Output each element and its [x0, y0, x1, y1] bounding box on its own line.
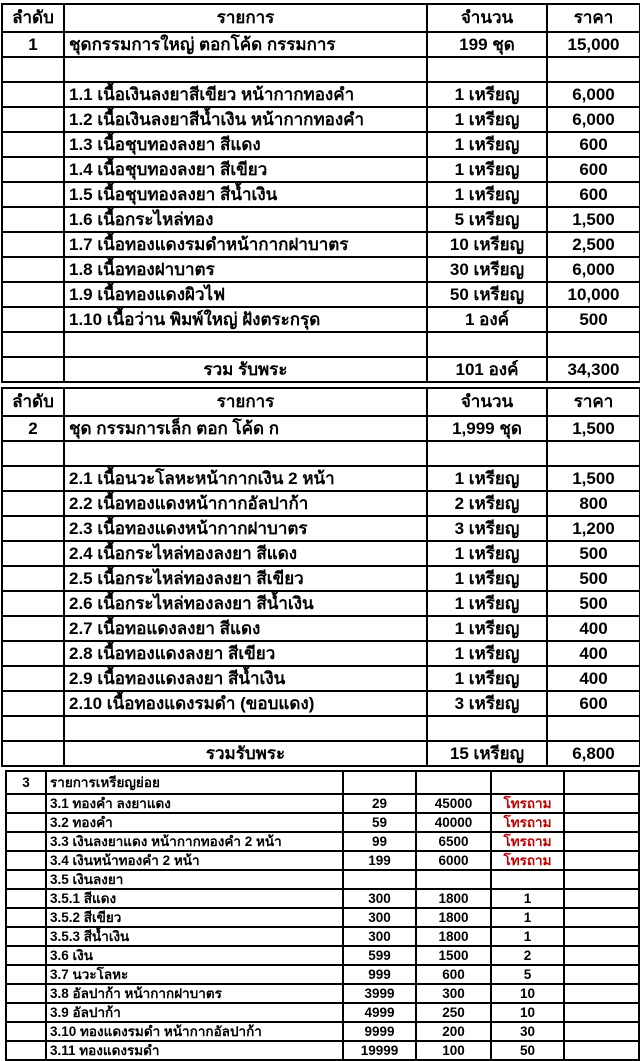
cell-qty: 101 องค์ — [427, 357, 547, 382]
item-row — [2, 282, 640, 307]
cell-price: 250 — [416, 1003, 491, 1022]
cell-price: 15,000 — [547, 32, 640, 57]
empty-row — [2, 716, 640, 741]
cell-item: 2.8 เนื้อทองแดงลงยา สีเขียว — [64, 641, 427, 666]
item-row — [6, 965, 639, 984]
cell-qty: 1 เหรียญ — [427, 566, 547, 591]
cell-item: 3.8 อัลปาก้า หน้ากากฝาบาตร — [46, 984, 343, 1003]
item-row — [2, 182, 640, 207]
cell-extra — [564, 851, 639, 870]
cell-no — [6, 813, 46, 832]
cell-price: 1,500 — [547, 207, 640, 232]
item-row — [2, 232, 640, 257]
item-row — [6, 832, 639, 851]
cell-price — [547, 57, 640, 82]
cell-no — [2, 441, 64, 466]
cell-no — [2, 691, 64, 716]
cell-item: 1.7 เนื้อทองแดงรมดำหน้ากากฝาบาตร — [64, 232, 427, 257]
cell-no — [2, 207, 64, 232]
cell-item: 2.2 เนื้อทองแดงหน้ากากอัลปาก้า — [64, 491, 427, 516]
cell-no: 1 — [2, 32, 64, 57]
cell-no — [2, 466, 64, 491]
cell-qty: 19999 — [343, 1041, 416, 1060]
cell-item: 3.10 ทองแดงรมดำ หน้ากากอัลปาก้า — [46, 1022, 343, 1041]
table1-header-row — [2, 4, 640, 32]
item-row — [6, 927, 639, 946]
cell-no — [2, 307, 64, 332]
cell-qty: 3999 — [343, 984, 416, 1003]
cell-qty: 199 — [343, 851, 416, 870]
cell-price: 1,500 — [547, 416, 640, 441]
cell-note: 30 — [491, 1022, 564, 1041]
cell-qty: 1 เหรียญ — [427, 666, 547, 691]
col-header-item: รายการ — [64, 388, 427, 416]
cell-price: 6,000 — [547, 107, 640, 132]
cell-qty: 599 — [343, 946, 416, 965]
cell-note: 1 — [491, 927, 564, 946]
item-row — [2, 466, 640, 491]
cell-no — [6, 1022, 46, 1041]
item-row — [2, 157, 640, 182]
cell-qty — [427, 716, 547, 741]
total-row — [2, 741, 640, 766]
cell-no — [6, 908, 46, 927]
empty-row — [2, 332, 640, 357]
cell-no — [2, 82, 64, 107]
col-header-qty: จำนวน — [427, 388, 547, 416]
cell-item: รวมรับพระ — [64, 741, 427, 766]
cell-qty — [343, 771, 416, 794]
cell-item: 3.7 นวะโลหะ — [46, 965, 343, 984]
cell-item: 2.4 เนื้อกระไหล่ทองลงยา สีแดง — [64, 541, 427, 566]
item-row — [2, 82, 640, 107]
cell-item: 3.5.2 สีเขียว — [46, 908, 343, 927]
cell-price: 800 — [547, 491, 640, 516]
col-header-price: ราคา — [547, 388, 640, 416]
item-row — [2, 641, 640, 666]
cell-qty: 1 องค์ — [427, 307, 547, 332]
cell-price: 600 — [416, 965, 491, 984]
cell-extra — [564, 927, 639, 946]
cell-item: 1.4 เนื้อชุบทองลงยา สีเขียว — [64, 157, 427, 182]
cell-item: ชุด กรรมการเล็ก ตอก โค้ด ก — [64, 416, 427, 441]
col-header-no: ลำดับ — [2, 388, 64, 416]
cell-price: 34,300 — [547, 357, 640, 382]
item-row — [6, 946, 639, 965]
item-row — [2, 257, 640, 282]
cell-no — [2, 357, 64, 382]
cell-qty: 300 — [343, 908, 416, 927]
col-header-no: ลำดับ — [2, 4, 64, 32]
cell-item: 1.1 เนื้อเงินลงยาสีเขียว หน้ากากทองคำ — [64, 82, 427, 107]
cell-item: 3.1 ทองคำ ลงยาแดง — [46, 794, 343, 813]
cell-price: 1,200 — [547, 516, 640, 541]
cell-qty: 999 — [343, 965, 416, 984]
cell-qty: 10 เหรียญ — [427, 232, 547, 257]
cell-item: 1.3 เนื้อชุบทองลงยา สีแดง — [64, 132, 427, 157]
section-header-row — [6, 771, 639, 794]
cell-price: 10,000 — [547, 282, 640, 307]
cell-no — [2, 57, 64, 82]
cell-qty — [427, 57, 547, 82]
cell-no — [2, 257, 64, 282]
cell-price: 500 — [547, 307, 640, 332]
cell-item: 3.9 อัลปาก้า — [46, 1003, 343, 1022]
item-row — [2, 107, 640, 132]
cell-note — [491, 870, 564, 889]
cell-item: 3.2 ทองคำ — [46, 813, 343, 832]
cell-no — [2, 716, 64, 741]
cell-price: 1800 — [416, 889, 491, 908]
cell-qty: 29 — [343, 794, 416, 813]
cell-qty: 1 เหรียญ — [427, 157, 547, 182]
cell-item: 3.5 เงินลงยา — [46, 870, 343, 889]
cell-item: 2.7 เนื้อทอแดงลงยา สีแดง — [64, 616, 427, 641]
cell-note: 5 — [491, 965, 564, 984]
cell-qty: 1,999 ชุด — [427, 416, 547, 441]
cell-price: 1500 — [416, 946, 491, 965]
cell-extra — [564, 832, 639, 851]
cell-price: 1800 — [416, 927, 491, 946]
cell-item: 2.9 เนื้อทองแดงลงยา สีน้ำเงิน — [64, 666, 427, 691]
cell-extra — [564, 794, 639, 813]
cell-price — [416, 870, 491, 889]
cell-qty: 4999 — [343, 1003, 416, 1022]
item-row — [6, 984, 639, 1003]
item-row — [6, 851, 639, 870]
set-summary-row — [2, 416, 640, 441]
cell-item: 1.8 เนื้อทองฝาบาตร — [64, 257, 427, 282]
cell-no — [2, 516, 64, 541]
cell-price: 45000 — [416, 794, 491, 813]
cell-no — [2, 541, 64, 566]
cell-item: 1.2 เนื้อเงินลงยาสีน้ำเงิน หน้ากากทองคำ — [64, 107, 427, 132]
item-row — [2, 207, 640, 232]
cell-price — [547, 716, 640, 741]
table3-body — [6, 771, 639, 1060]
col-header-price: ราคา — [547, 4, 640, 32]
cell-extra — [564, 1022, 639, 1041]
item-row — [2, 666, 640, 691]
cell-note: 1 — [491, 908, 564, 927]
cell-extra — [564, 984, 639, 1003]
item-row — [6, 908, 639, 927]
cell-item: 3.5.3 สีน้ำเงิน — [46, 927, 343, 946]
cell-no — [6, 984, 46, 1003]
cell-qty: 1 เหรียญ — [427, 641, 547, 666]
cell-price: 1800 — [416, 908, 491, 927]
item-row — [6, 794, 639, 813]
item-row — [2, 541, 640, 566]
price-table-minor-coins — [5, 770, 640, 1061]
cell-qty: 3 เหรียญ — [427, 691, 547, 716]
empty-row — [2, 57, 640, 82]
cell-note — [491, 771, 564, 794]
cell-qty — [427, 441, 547, 466]
item-row — [2, 691, 640, 716]
price-table-set-1 — [1, 3, 640, 383]
item-row — [2, 566, 640, 591]
cell-qty: 1 เหรียญ — [427, 616, 547, 641]
empty-row — [2, 441, 640, 466]
cell-extra — [564, 870, 639, 889]
cell-qty: 15 เหรียญ — [427, 741, 547, 766]
cell-price — [547, 332, 640, 357]
item-row — [2, 491, 640, 516]
cell-item: 2.3 เนื้อทองแดงหน้ากากฝาบาตร — [64, 516, 427, 541]
cell-price: 100 — [416, 1041, 491, 1060]
cell-item: 1.10 เนื้อว่าน พิมพ์ใหญ่ ฝังตระกรุด — [64, 307, 427, 332]
cell-item: 3.5.1 สีแดง — [46, 889, 343, 908]
cell-item: รวม รับพระ — [64, 357, 427, 382]
item-row — [6, 1003, 639, 1022]
cell-price: 500 — [547, 591, 640, 616]
cell-no — [6, 851, 46, 870]
cell-no — [6, 1041, 46, 1060]
cell-price: 2,500 — [547, 232, 640, 257]
cell-note: โทรถาม — [491, 851, 564, 870]
cell-qty: 99 — [343, 832, 416, 851]
cell-item: 1.5 เนื้อชุบทองลงยา สีน้ำเงิน — [64, 182, 427, 207]
cell-item — [64, 441, 427, 466]
cell-no — [2, 107, 64, 132]
cell-qty: 1 เหรียญ — [427, 466, 547, 491]
cell-qty — [427, 332, 547, 357]
cell-price: 600 — [547, 182, 640, 207]
item-row — [6, 813, 639, 832]
cell-no — [6, 870, 46, 889]
cell-no — [2, 666, 64, 691]
cell-no: 3 — [6, 771, 46, 794]
cell-qty: 300 — [343, 889, 416, 908]
cell-note: 2 — [491, 946, 564, 965]
cell-price: 6000 — [416, 851, 491, 870]
cell-qty: 3 เหรียญ — [427, 516, 547, 541]
cell-item: 3.4 เงินหน้าทองคำ 2 หน้า — [46, 851, 343, 870]
cell-price: 6500 — [416, 832, 491, 851]
cell-item: 3.3 เงินลงยาแดง หน้ากากทองคำ 2 หน้า — [46, 832, 343, 851]
total-row — [2, 357, 640, 382]
cell-item: 2.5 เนื้อกระไหล่ทองลงยา สีเขียว — [64, 566, 427, 591]
cell-no — [2, 157, 64, 182]
cell-extra — [564, 1003, 639, 1022]
item-row — [6, 889, 639, 908]
cell-note: 50 — [491, 1041, 564, 1060]
cell-item: 1.6 เนื้อกระไหล่ทอง — [64, 207, 427, 232]
cell-item: 2.1 เนื้อนวะโลหะหน้ากากเงิน 2 หน้า — [64, 466, 427, 491]
cell-no — [6, 946, 46, 965]
cell-extra — [564, 813, 639, 832]
cell-note: 1 — [491, 889, 564, 908]
cell-no — [2, 182, 64, 207]
cell-no — [6, 1003, 46, 1022]
cell-no — [6, 794, 46, 813]
cell-item: ชุดกรรมการใหญ่ ตอกโค้ด กรรมการ — [64, 32, 427, 57]
cell-item — [64, 57, 427, 82]
cell-no — [6, 889, 46, 908]
cell-extra — [564, 908, 639, 927]
cell-item: รายการเหรียญย่อย — [46, 771, 343, 794]
cell-price: 600 — [547, 691, 640, 716]
cell-qty: 1 เหรียญ — [427, 132, 547, 157]
cell-qty — [343, 870, 416, 889]
price-table-set-2 — [1, 387, 640, 767]
cell-no: 2 — [2, 416, 64, 441]
item-row — [2, 132, 640, 157]
item-row — [2, 516, 640, 541]
cell-qty: 59 — [343, 813, 416, 832]
cell-item: 3.6 เงิน — [46, 946, 343, 965]
item-row — [6, 1041, 639, 1060]
cell-price: 400 — [547, 666, 640, 691]
table2-body — [2, 416, 640, 766]
cell-price: 40000 — [416, 813, 491, 832]
cell-qty: 1 เหรียญ — [427, 541, 547, 566]
cell-qty: 50 เหรียญ — [427, 282, 547, 307]
cell-qty: 1 เหรียญ — [427, 591, 547, 616]
cell-price: 6,800 — [547, 741, 640, 766]
cell-item — [64, 716, 427, 741]
cell-no — [2, 641, 64, 666]
cell-no — [6, 927, 46, 946]
cell-extra — [564, 1041, 639, 1060]
col-header-item: รายการ — [64, 4, 427, 32]
cell-price: 600 — [547, 157, 640, 182]
cell-note: โทรถาม — [491, 794, 564, 813]
cell-price — [416, 771, 491, 794]
cell-extra — [564, 946, 639, 965]
cell-price: 400 — [547, 616, 640, 641]
cell-price: 600 — [547, 132, 640, 157]
cell-extra — [564, 965, 639, 984]
cell-note: 10 — [491, 984, 564, 1003]
cell-item: 2.6 เนื้อกระไหล่ทองลงยา สีน้ำเงิน — [64, 591, 427, 616]
cell-item: 1.9 เนื้อทองแดงผิวไฟ — [64, 282, 427, 307]
cell-qty: 2 เหรียญ — [427, 491, 547, 516]
cell-no — [2, 132, 64, 157]
cell-item: 3.11 ทองแดงรมดำ — [46, 1041, 343, 1060]
cell-no — [6, 965, 46, 984]
cell-extra — [564, 771, 639, 794]
col-header-qty: จำนวน — [427, 4, 547, 32]
cell-no — [2, 741, 64, 766]
cell-price: 1,500 — [547, 466, 640, 491]
item-row — [2, 307, 640, 332]
cell-no — [2, 232, 64, 257]
cell-no — [2, 616, 64, 641]
item-row — [2, 616, 640, 641]
set-summary-row — [2, 32, 640, 57]
cell-qty: 30 เหรียญ — [427, 257, 547, 282]
cell-qty: 199 ชุด — [427, 32, 547, 57]
item-row — [2, 591, 640, 616]
cell-price — [547, 441, 640, 466]
cell-no — [2, 332, 64, 357]
cell-price: 300 — [416, 984, 491, 1003]
cell-price: 6,000 — [547, 82, 640, 107]
cell-price: 400 — [547, 641, 640, 666]
cell-item: 2.10 เนื้อทองแดงรมดำ (ขอบแดง) — [64, 691, 427, 716]
cell-qty: 9999 — [343, 1022, 416, 1041]
cell-no — [2, 591, 64, 616]
table1-body — [2, 32, 640, 382]
cell-price: 500 — [547, 566, 640, 591]
cell-item — [64, 332, 427, 357]
cell-extra — [564, 889, 639, 908]
cell-no — [2, 491, 64, 516]
cell-note: โทรถาม — [491, 813, 564, 832]
table2-header-row — [2, 388, 640, 416]
cell-price: 500 — [547, 541, 640, 566]
item-row — [6, 1022, 639, 1041]
item-row — [6, 870, 639, 889]
cell-price: 200 — [416, 1022, 491, 1041]
cell-no — [2, 282, 64, 307]
cell-qty: 1 เหรียญ — [427, 182, 547, 207]
cell-no — [2, 566, 64, 591]
cell-price: 6,000 — [547, 257, 640, 282]
cell-qty: 1 เหรียญ — [427, 82, 547, 107]
cell-qty: 300 — [343, 927, 416, 946]
cell-no — [6, 832, 46, 851]
cell-note: 10 — [491, 1003, 564, 1022]
cell-note: โทรถาม — [491, 832, 564, 851]
cell-qty: 5 เหรียญ — [427, 207, 547, 232]
cell-qty: 1 เหรียญ — [427, 107, 547, 132]
